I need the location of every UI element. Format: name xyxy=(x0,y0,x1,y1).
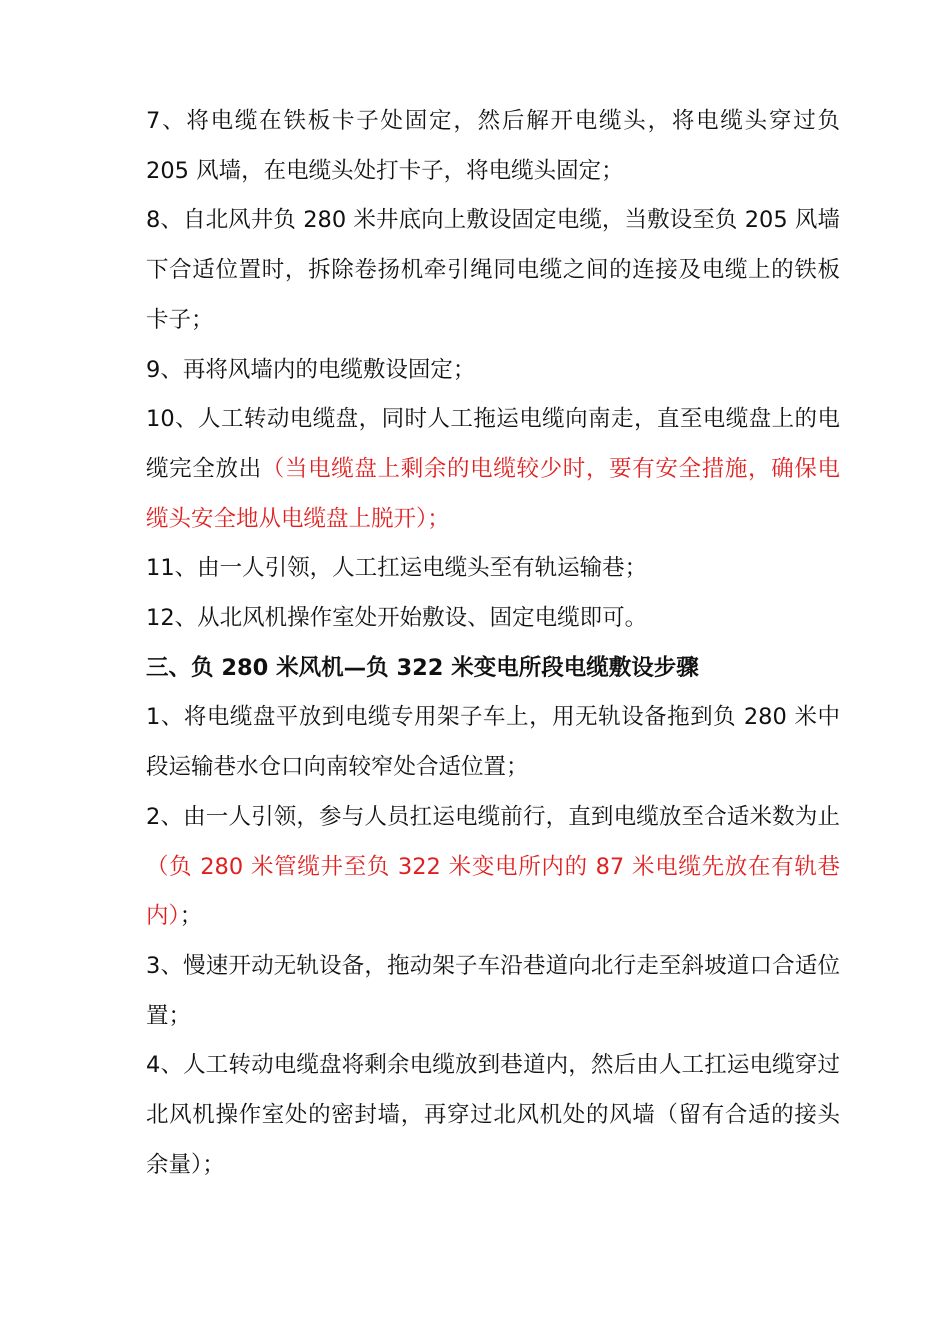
step-8-text: 8、自北风井负 280 米井底向上敷设固定电缆，当敷设至负 205 风墙下合适位置时，拆除卷扬机牵引绳同电缆之间的连接及电缆上的铁板卡子； xyxy=(146,207,840,333)
s3-step-2-paragraph xyxy=(146,793,840,942)
step-9-paragraph xyxy=(146,346,840,396)
s3-step-2-note: （负 280 米管缆井至负 322 米变电所内的 87 米电缆先放在有轨巷内） xyxy=(146,853,840,930)
s3-step-3-paragraph xyxy=(146,942,840,1041)
step-12-text: 12、从北风机操作室处开始敷设、固定电缆即可。 xyxy=(146,605,648,632)
section-3-heading xyxy=(146,644,840,694)
step-10-text: 10、人工转动电缆盘，同时人工拖运电缆向南走，直至电缆盘上的电缆完全放出 xyxy=(146,406,840,482)
s3-step-1-paragraph xyxy=(146,693,840,792)
s3-step-4-paragraph xyxy=(146,1041,840,1190)
s3-step-1-text: 1、将电缆盘平放到电缆专用架子车上，用无轨设备拖到负 280 米中段运输巷水仓口向南较窄处合适位置； xyxy=(146,704,840,781)
step-11-text: 11、由一人引领，人工扛运电缆头至有轨运输巷； xyxy=(146,555,648,582)
step-11-paragraph xyxy=(146,544,840,594)
step-10-paragraph xyxy=(146,395,840,544)
step-9-text: 9、再将风墙内的电缆敷设固定； xyxy=(146,356,476,383)
step-7-paragraph xyxy=(146,97,840,196)
section-3-heading-text: 三、负 280 米风机—负 322 米变电所段电缆敷设步骤 xyxy=(146,654,699,681)
s3-step-3-text: 3、慢速开动无轨设备，拖动架子车沿巷道向北行走至斜坡道口合适位置； xyxy=(146,952,840,1029)
s3-step-4-text: 4、人工转动电缆盘将剩余电缆放到巷道内，然后由人工扛运电缆穿过北风机操作室处的密封墙，再穿过北风机处的风墙（留有合适的接头余量）； xyxy=(146,1052,840,1178)
s3-step-2-text: 2、由一人引领，参与人员扛运电缆前行，直到电缆放至合适米数为止 xyxy=(146,803,840,830)
step-10-safety-note: （当电缆盘上剩余的电缆较少时，要有安全措施，确保电缆头安全地从电缆盘上脱开）； xyxy=(146,455,840,532)
step-12-paragraph xyxy=(146,594,840,644)
step-8-paragraph xyxy=(146,196,840,345)
s3-step-2-end: ； xyxy=(179,903,203,930)
step-7-text: 7、将电缆在铁板卡子处固定，然后解开电缆头，将电缆头穿过负 205 风墙，在电缆头处打卡子，将电缆头固定； xyxy=(146,108,840,184)
